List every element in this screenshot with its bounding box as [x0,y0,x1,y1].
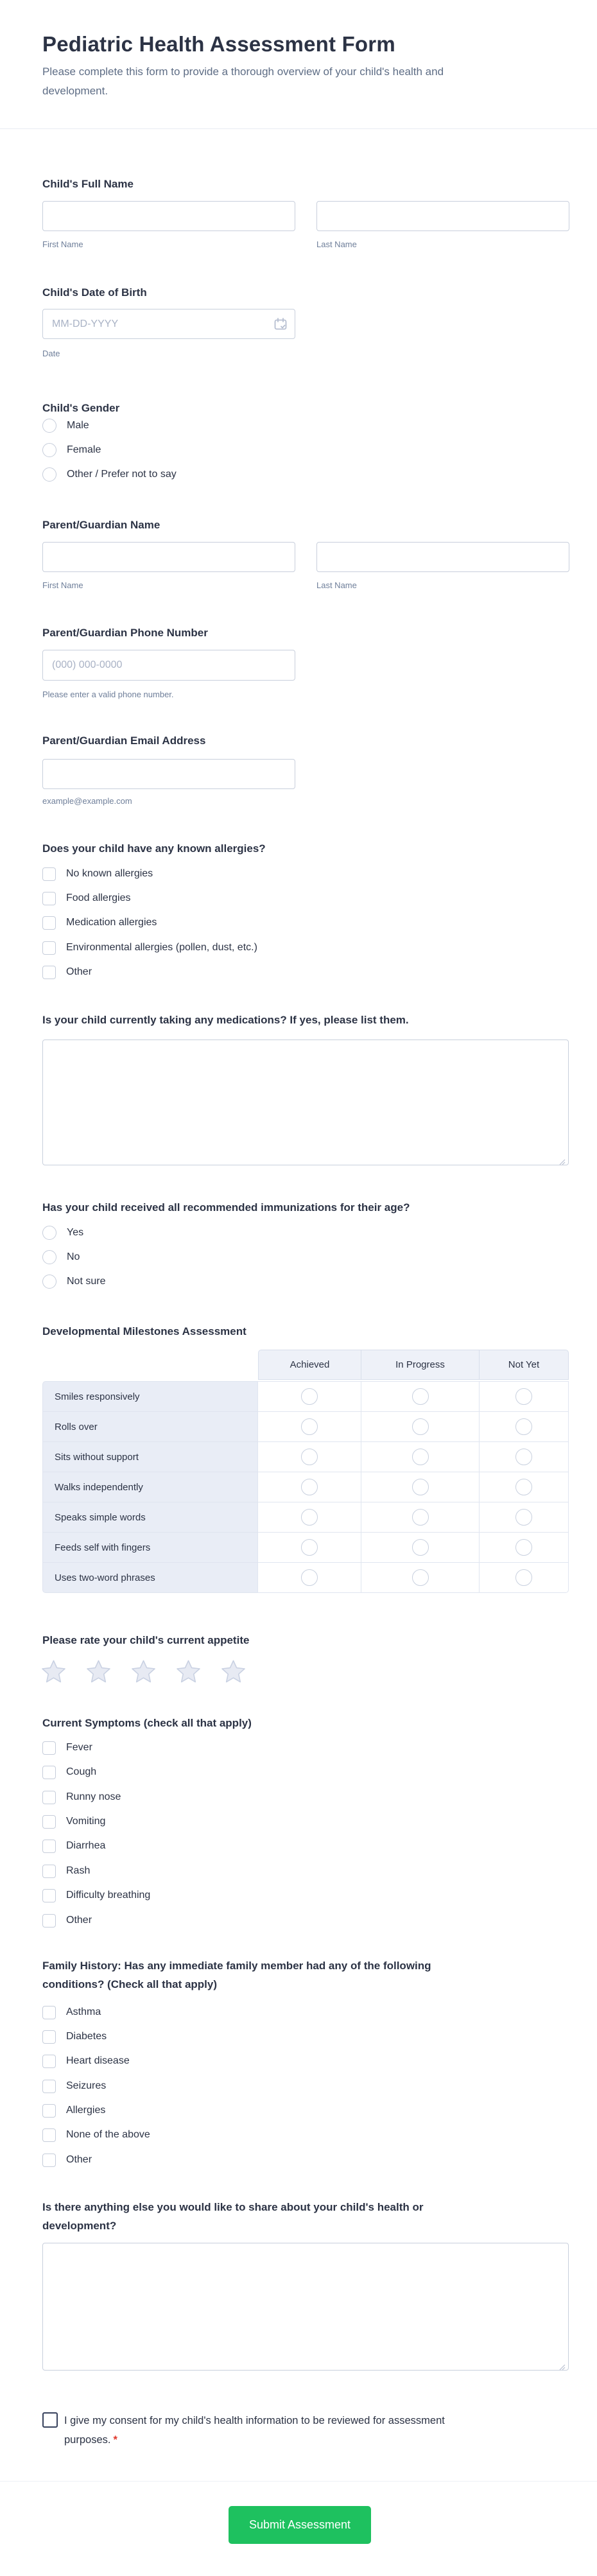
parent-first-name-sublabel: First Name [42,580,83,590]
checkbox-icon[interactable] [42,1889,56,1902]
checkbox-icon[interactable] [42,1791,56,1804]
milestones-table [42,1350,569,1593]
symptom-option-fever[interactable] [42,1739,92,1756]
option-label[interactable]: No [67,1251,80,1262]
checkbox-icon[interactable] [42,1815,56,1829]
option-label[interactable]: Runny nose [66,1791,121,1802]
checkbox-icon[interactable] [42,892,56,905]
appetite-label: Please rate your child's current appetite [42,1634,250,1646]
column-header: Not Yet [479,1350,569,1380]
gender-option-female[interactable] [42,442,101,458]
parent-last-name-sublabel: Last Name [316,580,357,590]
checkbox-icon[interactable] [42,1766,56,1779]
checkbox-icon[interactable] [42,1741,56,1755]
option-label[interactable]: Not sure [67,1276,106,1287]
symptom-option-vomiting[interactable] [42,1813,105,1830]
additional-info-textarea[interactable] [42,2243,569,2371]
child-first-name-sublabel: First Name [42,239,83,249]
option-label[interactable]: Female [67,444,101,455]
allergies-label: Does your child have any known allergies? [42,842,266,855]
dob-sublabel: Date [42,349,60,358]
column-header: In Progress [361,1350,480,1380]
option-label[interactable]: Vomiting [66,1816,106,1827]
checkbox-icon[interactable] [42,867,56,881]
milestones-label: Developmental Milestones Assessment [42,1325,247,1337]
milestone-radio[interactable] [515,1509,532,1526]
milestone-radio[interactable] [301,1449,318,1465]
milestone-radio[interactable] [412,1479,429,1495]
medications-label: Is your child currently taking any medications? If yes, please list them. [42,1014,409,1026]
radio-icon[interactable] [42,1226,56,1240]
email-input[interactable] [42,759,295,789]
milestone-radio[interactable] [515,1449,532,1465]
parent-name-label: Parent/Guardian Name [42,519,160,531]
additional-info-label: Is there anything else you would like to share about your child's health or development? [42,2201,424,2232]
email-label: Parent/Guardian Email Address [42,735,206,747]
milestone-radio[interactable] [412,1418,429,1435]
family-option-other[interactable] [42,2152,92,2168]
option-label[interactable]: Other [66,1915,92,1926]
milestone-radio[interactable] [412,1539,429,1556]
child-last-name-input[interactable] [316,201,569,231]
checkbox-icon[interactable] [42,2006,56,2019]
option-label[interactable]: Yes [67,1227,84,1238]
option-label[interactable]: Male [67,420,89,431]
child-last-name-sublabel: Last Name [316,239,357,249]
symptom-option-other[interactable] [42,1912,92,1929]
table-row [42,1532,569,1563]
checkbox-icon[interactable] [42,1840,56,1853]
star-icon[interactable] [221,1660,245,1683]
consent-label[interactable]: I give my consent for my child's health information to be reviewed for assessment purposes. * [64,2415,445,2446]
option-label[interactable]: Food allergies [66,892,131,903]
gender-option-male[interactable] [42,417,89,434]
symptom-option-runny-nose[interactable] [42,1789,121,1806]
symptom-option-rash[interactable] [42,1863,90,1879]
radio-icon[interactable] [42,1250,56,1264]
form-subtitle: Please complete this form to provide a thorough overview of your child's health and development. [42,65,444,97]
option-label[interactable]: Diabetes [66,2031,107,2042]
checkbox-icon[interactable] [42,2055,56,2068]
immunizations-label: Has your child received all recommended immunizations for their age? [42,1201,410,1214]
row-label: Uses two-word phrases [42,1562,258,1593]
radio-icon[interactable] [42,443,56,457]
checkbox-icon[interactable] [42,1914,56,1928]
child-first-name-input[interactable] [42,201,295,231]
table-row [42,1502,569,1533]
option-label[interactable]: Cough [66,1766,97,1777]
milestone-radio[interactable] [412,1569,429,1586]
radio-icon[interactable] [42,419,56,433]
dob-label: Child's Date of Birth [42,286,147,299]
checkbox-icon[interactable] [42,966,56,979]
consent-checkbox[interactable] [42,2412,58,2428]
star-icon[interactable] [177,1660,200,1683]
option-label[interactable]: Medication allergies [66,917,157,928]
family-option-heart-disease[interactable] [42,2053,130,2069]
footer-divider [0,2481,597,2482]
checkbox-icon[interactable] [42,2154,56,2167]
star-icon[interactable] [87,1660,110,1683]
star-icon[interactable] [132,1660,155,1683]
page-title: Pediatric Health Assessment Form [42,32,395,56]
option-label[interactable]: Asthma [66,2006,101,2017]
radio-icon[interactable] [42,1275,56,1289]
dob-input[interactable] [42,309,295,339]
option-label[interactable]: No known allergies [66,868,153,879]
option-label[interactable]: Heart disease [66,2055,130,2066]
symptom-option-difficulty-breathing[interactable] [42,1887,150,1904]
allergy-option-environmental[interactable] [42,939,257,956]
phone-label: Parent/Guardian Phone Number [42,627,208,639]
immunization-option-yes[interactable] [42,1224,83,1241]
milestone-radio[interactable] [412,1509,429,1526]
table-row [42,1411,569,1442]
option-label[interactable]: None of the above [66,2129,150,2140]
family-history-label: Family History: Has any immediate family member had any of the following conditions? (Check all that apply) [42,1960,431,1990]
allergy-option-none[interactable] [42,866,153,882]
child-name-label: Child's Full Name [42,178,134,190]
milestone-radio[interactable] [515,1569,532,1586]
gender-option-other[interactable] [42,466,177,483]
option-label[interactable]: Fever [66,1742,92,1753]
checkbox-icon[interactable] [42,2080,56,2093]
checkbox-icon[interactable] [42,941,56,955]
symptoms-label: Current Symptoms (check all that apply) [42,1717,252,1729]
symptom-option-diarrhea[interactable] [42,1838,105,1854]
milestone-radio[interactable] [515,1479,532,1495]
appetite-star-rating [42,1660,245,1683]
symptom-option-cough[interactable] [42,1764,96,1780]
row-label: Walks independently [42,1472,258,1502]
milestone-radio[interactable] [301,1569,318,1586]
calendar-check-icon[interactable] [273,317,288,331]
row-label: Speaks simple words [42,1502,258,1533]
milestone-radio[interactable] [301,1418,318,1435]
row-label: Rolls over [42,1411,258,1442]
checkbox-icon[interactable] [42,2104,56,2118]
option-label[interactable]: Other [66,2154,92,2165]
table-row [42,1562,569,1593]
medications-textarea[interactable] [42,1040,569,1165]
milestone-radio[interactable] [412,1449,429,1465]
milestones-header-row [42,1350,569,1380]
milestone-radio[interactable] [301,1388,318,1405]
family-option-allergies[interactable] [42,2102,105,2119]
parent-first-name-input[interactable] [42,542,295,572]
option-label[interactable]: Other [66,966,92,977]
required-asterisk: * [113,2434,117,2446]
allergy-option-food[interactable] [42,890,131,907]
parent-last-name-input[interactable] [316,542,569,572]
immunization-option-notsure[interactable] [42,1273,105,1290]
radio-icon[interactable] [42,467,56,482]
milestone-radio[interactable] [515,1388,532,1405]
submit-button[interactable]: Submit Assessment [229,2506,371,2544]
option-label[interactable]: Environmental allergies (pollen, dust, etc.) [66,942,257,953]
column-header: Achieved [258,1350,361,1380]
option-label[interactable]: Seizures [66,2080,107,2091]
milestone-radio[interactable] [301,1479,318,1495]
allergy-option-other[interactable] [42,964,92,980]
family-option-diabetes[interactable] [42,2028,107,2045]
milestone-radio[interactable] [515,1418,532,1435]
row-label: Smiles responsively [42,1381,258,1412]
checkbox-icon[interactable] [42,916,56,930]
row-label: Sits without support [42,1441,258,1472]
option-label[interactable]: Difficulty breathing [66,1890,151,1901]
checkbox-icon[interactable] [42,2030,56,2044]
milestone-radio[interactable] [412,1388,429,1405]
checkbox-icon[interactable] [42,2128,56,2142]
phone-sublabel: Please enter a valid phone number. [42,690,174,699]
row-label: Feeds self with fingers [42,1532,258,1563]
allergy-option-medication[interactable] [42,914,157,931]
milestone-radio[interactable] [515,1539,532,1556]
milestone-radio[interactable] [301,1509,318,1526]
option-label[interactable]: Other / Prefer not to say [67,469,177,480]
gender-label: Child's Gender [42,402,120,414]
family-option-seizures[interactable] [42,2078,106,2094]
immunization-option-no[interactable] [42,1249,80,1266]
checkbox-icon[interactable] [42,1865,56,1878]
family-option-none[interactable] [42,2127,150,2143]
table-row [42,1441,569,1472]
family-option-asthma[interactable] [42,2004,101,2021]
option-label[interactable]: Diarrhea [66,1840,106,1851]
milestone-radio[interactable] [301,1539,318,1556]
table-row [42,1381,569,1412]
option-label[interactable]: Rash [66,1865,91,1876]
phone-input[interactable] [42,650,295,681]
star-icon[interactable] [42,1660,65,1683]
option-label[interactable]: Allergies [66,2105,106,2116]
header-divider [0,128,597,129]
table-row [42,1472,569,1502]
email-sublabel: example@example.com [42,796,132,806]
